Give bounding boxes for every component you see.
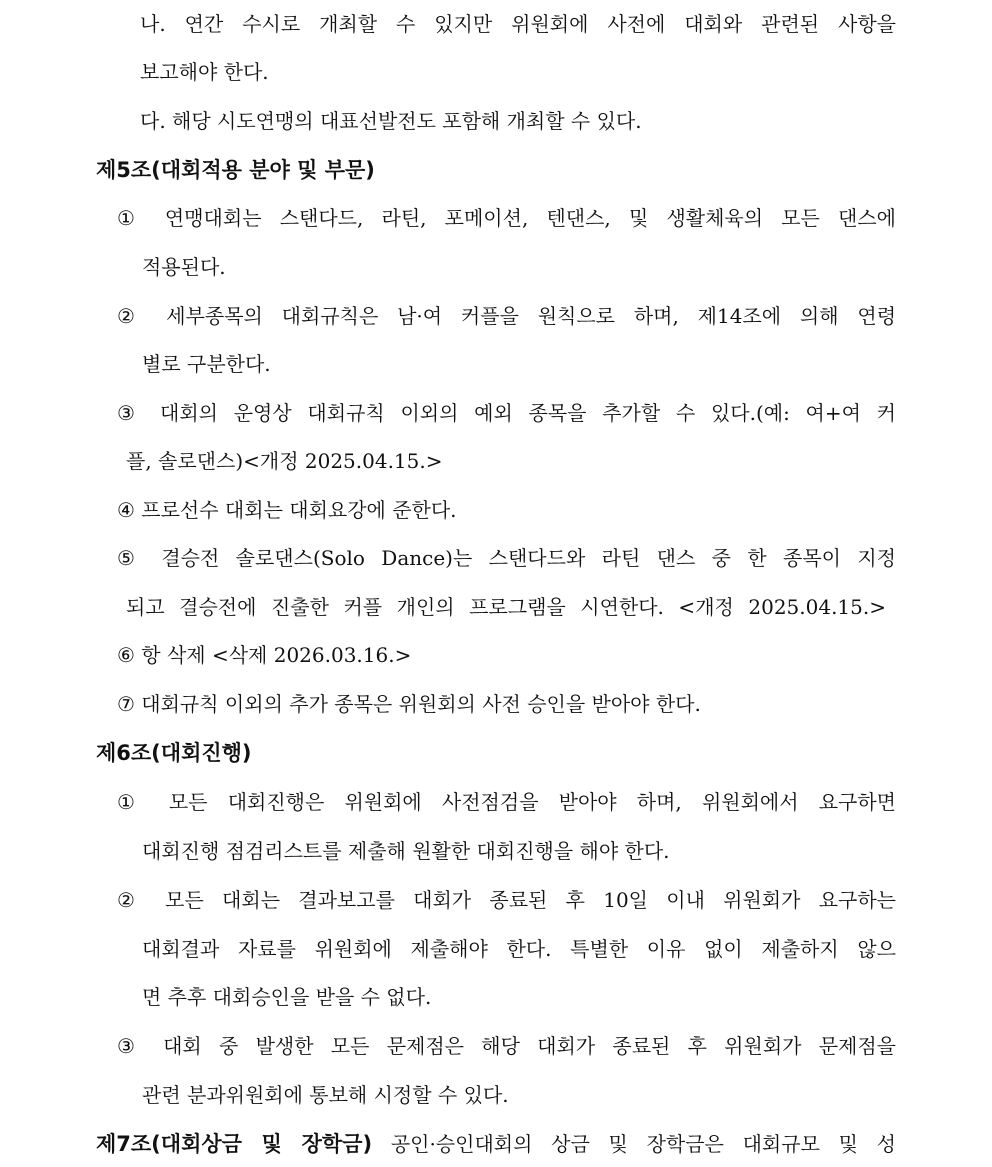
- clause-item: [117, 490, 896, 530]
- paragraph-line: [142, 977, 896, 1017]
- paragraph-line: [140, 52, 896, 92]
- line-text: 면 추후 대회승인을 받을 수 없다.: [142, 985, 432, 1009]
- line-text: 공인·승인대회의 상금 및 장학금은 대회규모 및 성: [390, 1132, 897, 1156]
- line-text: 보고해야 한다.: [140, 60, 269, 84]
- clause-item: [117, 782, 896, 822]
- line-text: 연맹대회는 스탠다드, 라틴, 포메이션, 텐댄스, 및 생활체육의 모든 댄스에: [164, 206, 896, 230]
- paragraph-line: [142, 929, 896, 969]
- article-5-heading: [96, 150, 896, 190]
- heading-text: 제6조(대회진행): [96, 741, 252, 765]
- line-text: 별로 구분한다.: [142, 352, 271, 376]
- line-text: 대회진행 점검리스트를 제출해 원활한 대회진행을 해야 한다.: [142, 839, 670, 863]
- line-text: 플, 솔로댄스)<개정 2025.04.15.>: [126, 449, 443, 473]
- line-text: 모든 대회는 결과보고를 대회가 종료된 후 10일 이내 위원회가 요구하는: [165, 888, 896, 912]
- clause-number: ⑤: [117, 546, 145, 570]
- paragraph-line: [140, 4, 896, 44]
- line-text: 되고 결승전에 진출한 커플 개인의 프로그램을 시연한다. <개정 2025.04.15.>: [126, 595, 886, 619]
- clause-number: ④: [117, 498, 135, 522]
- clause-number: ②: [117, 888, 147, 912]
- paragraph-line: [140, 101, 896, 141]
- paragraph-line: [126, 587, 886, 627]
- line-text: 나. 연간 수시로 개최할 수 있지만 위원회에 사전에 대회와 관련된 사항을: [140, 12, 896, 36]
- line-text: 결승전 솔로댄스(Solo Dance)는 스탠다드와 라틴 댄스 중 한 종목이 지정: [161, 546, 897, 570]
- clause-item: [117, 393, 896, 433]
- paragraph-line: [142, 831, 896, 871]
- clause-number: ②: [117, 304, 148, 328]
- clause-item: [117, 635, 896, 675]
- line-text: 세부종목의 대회규칙은 남·여 커플을 원칙으로 하며, 제14조에 의해 연령: [166, 304, 897, 328]
- clause-number: ⑦: [117, 692, 135, 716]
- clause-item: [117, 684, 896, 724]
- line-text: 대회 중 발생한 모든 문제점은 해당 대회가 종료된 후 위원회가 문제점을: [163, 1034, 896, 1058]
- line-text: 관련 분과위원회에 통보해 시정할 수 있다.: [142, 1083, 509, 1107]
- article-6-heading: [96, 733, 896, 773]
- paragraph-line: [126, 441, 896, 481]
- line-text: 대회의 운영상 대회규칙 이외의 예외 종목을 추가할 수 있다.(예: 여+여 커: [160, 401, 896, 425]
- line-text: 프로선수 대회는 대회요강에 준한다.: [141, 498, 457, 522]
- clause-number: ③: [117, 1034, 146, 1058]
- line-text: 대회규칙 이외의 추가 종목은 위원회의 사전 승인을 받아야 한다.: [141, 692, 701, 716]
- line-text: 항 삭제 <삭제 2026.03.16.>: [141, 643, 412, 667]
- clause-item: [117, 538, 896, 578]
- line-text: 모든 대회진행은 위원회에 사전점검을 받아야 하며, 위원회에서 요구하면: [168, 790, 896, 814]
- line-text: 다. 해당 시도연맹의 대표선발전도 포함해 개최할 수 있다.: [140, 109, 642, 133]
- clause-item: [117, 1026, 896, 1066]
- line-text: 적용된다.: [142, 255, 226, 279]
- clause-number: ①: [117, 790, 149, 814]
- clause-item: [117, 198, 896, 238]
- clause-item: [117, 880, 896, 920]
- paragraph-line: [142, 247, 896, 287]
- clause-item: [117, 296, 896, 336]
- article-7-heading: 제7조(대회상금 및 장학금): [96, 1132, 373, 1156]
- paragraph-line: [142, 1075, 896, 1115]
- line-text: 대회결과 자료를 위원회에 제출해야 한다. 특별한 이유 없이 제출하지 않으: [142, 937, 896, 961]
- heading-text: 제5조(대회적용 분야 및 부문): [96, 158, 375, 182]
- clause-number: ⑥: [117, 643, 135, 667]
- clause-number: ①: [117, 206, 147, 230]
- paragraph-line: [142, 344, 896, 384]
- article-7-line: [96, 1124, 896, 1164]
- clause-number: ③: [117, 401, 145, 425]
